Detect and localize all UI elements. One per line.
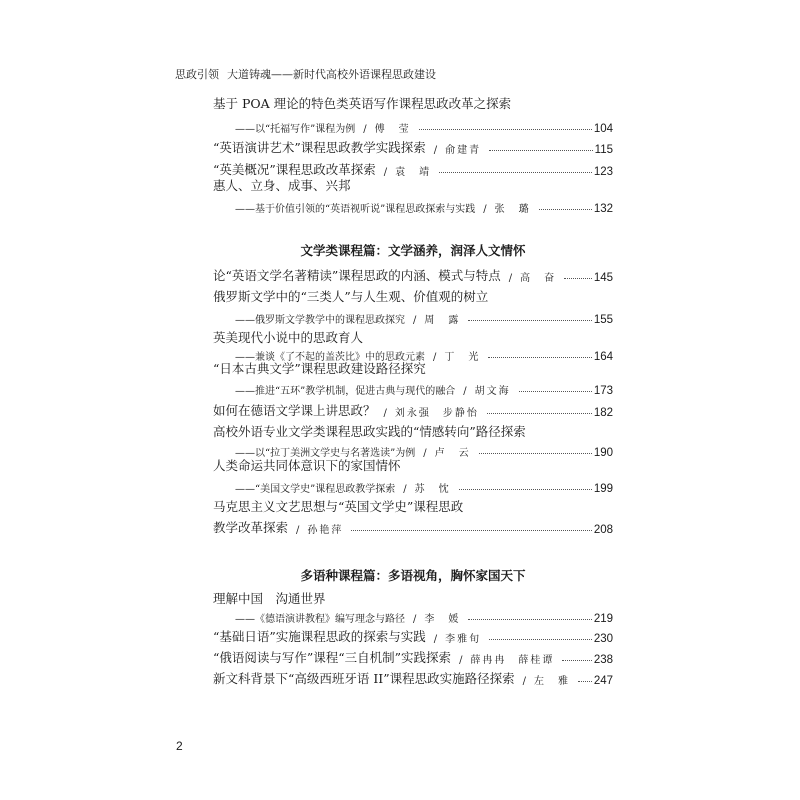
leader-dots: [539, 209, 592, 210]
entry-title: 高校外语专业文学类课程思政实践的“情感转向”路径探索: [213, 424, 526, 439]
entry-author: 李雅旬: [445, 634, 482, 645]
entry-author: 孙艳萍: [307, 525, 344, 536]
toc-entry-title[interactable]: [213, 420, 613, 440]
toc-entry[interactable]: [213, 399, 613, 419]
toc-entry[interactable]: [213, 667, 613, 687]
separator-slash: /: [483, 204, 487, 215]
entry-page-number: 247: [593, 675, 613, 687]
leader-dots: [351, 530, 591, 531]
entry-title: 英美现代小说中的思政育人: [213, 330, 364, 345]
separator-slash: /: [413, 315, 417, 326]
entry-author: 左 雅: [534, 676, 571, 687]
entry-subtitle: ——基于价值引领的“英语视听说”课程思政探索与实践: [235, 204, 476, 215]
entry-title: 惠人、立身、成事、兴邦: [213, 178, 351, 193]
separator-slash: /: [459, 655, 463, 666]
entry-author: 胡文海: [474, 386, 511, 397]
leader-dots: [459, 489, 592, 490]
separator-slash: /: [423, 448, 427, 459]
leader-dots: [468, 320, 591, 321]
running-header: [175, 66, 436, 82]
leader-dots: [489, 150, 592, 151]
leader-dots: [439, 172, 592, 173]
entry-author: 卢 云: [434, 448, 471, 459]
toc-entry[interactable]: [213, 646, 613, 666]
entry-subtitle: ——“美国文学史”课程思政教学探索: [235, 484, 396, 495]
entry-page-number: 199: [593, 483, 613, 495]
entry-author: 俞建青: [445, 145, 482, 156]
separator-slash: /: [296, 525, 300, 536]
entry-page-number: 230: [593, 633, 613, 645]
entry-page-number: 219: [593, 613, 613, 625]
toc-entry-title[interactable]: [213, 454, 613, 474]
entry-author: 高 奋: [520, 273, 557, 284]
toc-entry[interactable]: [213, 306, 613, 326]
entry-author: 丁 光: [444, 352, 481, 363]
leader-dots: [564, 278, 592, 279]
toc-entry[interactable]: [213, 377, 613, 397]
entry-page-number: 173: [593, 385, 613, 397]
entry-page-number: 132: [593, 203, 613, 215]
leader-dots: [468, 619, 591, 620]
entry-page-number: 238: [593, 654, 613, 666]
entry-subtitle: ——以“托福写作”课程为例: [235, 124, 356, 135]
toc-entry-title[interactable]: [213, 92, 613, 112]
leader-dots: [519, 391, 592, 392]
leader-dots: [562, 660, 591, 661]
entry-title: “基础日语”实施课程思政的探索与实践: [213, 629, 426, 644]
entry-title: 俄罗斯文学中的“三类人”与人生观、价值观的树立: [213, 289, 489, 304]
entry-author: 傅 莹: [374, 124, 411, 135]
toc-entry-title[interactable]: [213, 174, 613, 194]
entry-title: 马克思主义文艺思想与“英国文学史”课程思政: [213, 499, 464, 514]
toc-entry[interactable]: [213, 516, 613, 536]
leader-dots: [578, 681, 592, 682]
entry-title: “日本古典文学”课程思政建设路径探究: [213, 361, 426, 376]
entry-page-number: 164: [593, 351, 613, 363]
entry-title: 基于 POA 理论的特色类英语写作课程思政改革之探索: [213, 96, 512, 111]
toc-entry[interactable]: [213, 264, 613, 284]
toc-entry-title[interactable]: [213, 495, 613, 515]
entry-subtitle: ——推进“五环”教学机制，促进古典与现代的融合: [235, 386, 456, 397]
separator-slash: /: [363, 124, 367, 135]
entry-author: 张 璐: [494, 204, 531, 215]
entry-page-number: 145: [593, 272, 613, 284]
separator-slash: /: [463, 386, 467, 397]
toc-entry[interactable]: [213, 195, 613, 215]
entry-page-number: 208: [593, 524, 613, 536]
entry-title: 论“英语文学名著精读”课程思政的内涵、模式与特点: [213, 268, 501, 283]
toc-entry[interactable]: [213, 475, 613, 495]
page-number: 2: [176, 739, 183, 753]
entry-page-number: 155: [593, 314, 613, 326]
toc-entry[interactable]: [213, 115, 613, 135]
header-part3: ——新时代高校外语课程思政建设: [271, 68, 436, 81]
toc-entry-title[interactable]: [213, 357, 613, 377]
entry-title: 如何在德语文学课上讲思政？: [213, 403, 376, 418]
entry-subtitle: ——兼谈《了不起的盖茨比》中的思政元素: [235, 352, 425, 363]
section-heading: 多语种课程篇：多语视角，胸怀家国天下: [300, 569, 526, 583]
entry-title: 人类命运共同体意识下的家国情怀: [213, 458, 401, 473]
leader-dots: [487, 413, 592, 414]
separator-slash: /: [383, 408, 387, 419]
separator-slash: /: [433, 352, 437, 363]
separator-slash: /: [522, 676, 527, 687]
entry-title: “英美概况”课程思政改革探索: [213, 162, 376, 177]
separator-slash: /: [508, 273, 513, 284]
toc-entry-title[interactable]: [213, 587, 613, 607]
entry-subtitle: ——《德语演讲教程》编写理念与路径: [235, 614, 405, 625]
entry-author: 苏 忱: [414, 484, 451, 495]
entry-page-number: 123: [593, 166, 613, 178]
separator-slash: /: [433, 145, 438, 156]
toc-entry-title[interactable]: [213, 285, 613, 305]
toc-entry[interactable]: [213, 625, 613, 645]
entry-title: 理解中国 沟通世界: [213, 591, 326, 606]
toc-entry[interactable]: [213, 605, 613, 625]
entry-page-number: 190: [593, 447, 613, 459]
entry-subtitle: ——俄罗斯文学教学中的课程思政探究: [235, 315, 405, 326]
entry-title: “俄语阅读与写作”课程“三自机制”实践探索: [213, 650, 452, 665]
separator-slash: /: [383, 167, 388, 178]
separator-slash: /: [413, 614, 417, 625]
separator-slash: /: [403, 484, 407, 495]
separator-slash: /: [433, 634, 438, 645]
leader-dots: [489, 639, 592, 640]
toc-entry[interactable]: [213, 136, 613, 156]
entry-author: 薛冉冉 薛桂谭: [470, 655, 555, 666]
entry-author: 袁 靖: [395, 167, 432, 178]
entry-subtitle: ——以“拉丁美洲文学史与名著选读”为例: [235, 448, 416, 459]
entry-author: 李 媛: [424, 614, 461, 625]
section-heading: 文学类课程篇：文学涵养，润泽人文情怀: [300, 244, 526, 258]
entry-page-number: 182: [593, 407, 613, 419]
entry-author: 刘永强 步静怡: [394, 408, 479, 419]
entry-page-number: 104: [593, 123, 613, 135]
header-part1: 思政引领: [175, 68, 219, 81]
entry-title: “英语演讲艺术”课程思政教学实践探索: [213, 140, 426, 155]
entry-title: 新文科背景下“高级西班牙语 II”课程思政实施路径探索: [213, 671, 515, 686]
entry-author: 周 露: [424, 315, 461, 326]
entry-page-number: 115: [594, 144, 613, 156]
header-part2: 大道铸魂: [227, 68, 271, 81]
entry-title: 教学改革探索: [213, 520, 289, 535]
leader-dots: [419, 129, 592, 130]
